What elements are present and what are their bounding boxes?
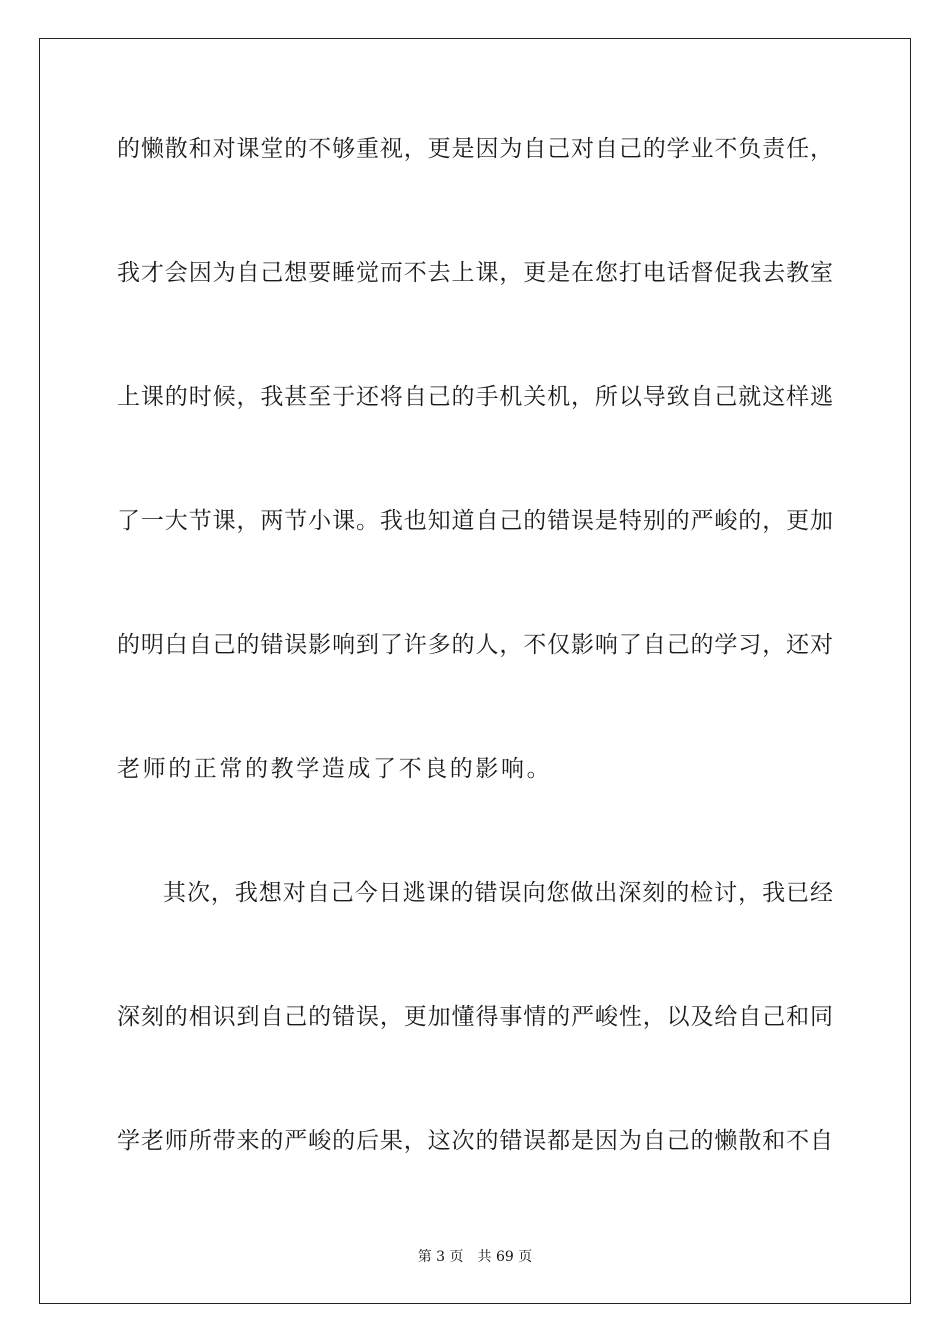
- body-line-5: 的明白自己的错误影响到了许多的人，不仅影响了自己的学习，还对: [117, 632, 833, 658]
- page-border: [39, 38, 911, 1304]
- body-line-2: 我才会因为自己想要睡觉而不去上课，更是在您打电话督促我去教室: [117, 260, 833, 286]
- body-line-8: 深刻的相识到自己的错误，更加懂得事情的严峻性，以及给自己和同: [117, 1004, 833, 1030]
- page-total: 共 69 页: [477, 1249, 533, 1265]
- page-number: 第 3 页: [417, 1249, 464, 1265]
- paragraph-start-line: 其次，我想对自己今日逃课的错误向您做出深刻的检讨，我已经: [163, 880, 833, 906]
- body-line-9: 学老师所带来的严峻的后果，这次的错误都是因为自己的懒散和不自: [117, 1128, 833, 1154]
- body-line-4: 了一大节课，两节小课。我也知道自己的错误是特别的严峻的，更加: [117, 508, 833, 534]
- body-line-3: 上课的时候，我甚至于还将自己的手机关机，所以导致自己就这样逃: [117, 384, 833, 410]
- body-line-1: 的懒散和对课堂的不够重视，更是因为自己对自己的学业不负责任，: [117, 136, 833, 162]
- body-line-6: 老师的正常的教学造成了不良的影响。: [117, 756, 553, 782]
- page-footer: [0, 1248, 950, 1266]
